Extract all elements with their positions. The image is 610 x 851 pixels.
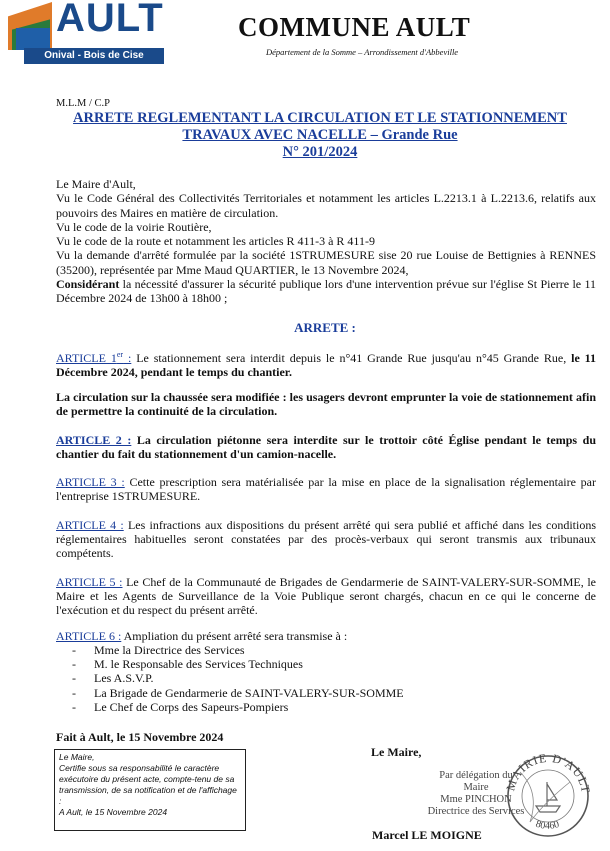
list-item: - Le Chef de Corps des Sapeurs-Pompiers — [72, 700, 432, 714]
article-5-label: ARTICLE 5 : — [56, 575, 123, 589]
preamble-line: Le Maire d'Ault, — [56, 177, 136, 191]
arrete-heading: ARRETE : — [294, 320, 356, 335]
preamble-line: Vu la demande d'arrêté formulée par la société 1STRUMESURE sise 20 rue Louise de Bettignies à RENNES (35200), représentée par Mme Maud QUARTIER, le 13 Novembre 2024, — [56, 248, 596, 277]
logo-tagline: Onival - Bois de Cise — [24, 48, 164, 64]
delegation-name: Mme PINCHON — [440, 794, 512, 805]
article-5 — [56, 575, 596, 618]
mairie-seal-icon — [500, 752, 596, 840]
list-item: - La Brigade de Gendarmerie de SAINT-VALERY-SUR-SOMME — [72, 686, 432, 700]
list-item: - Mme la Directrice des Services — [72, 643, 432, 657]
article-4-label: ARTICLE 4 : — [56, 518, 124, 532]
certification-box — [54, 749, 246, 831]
considerant-text: la nécessité d'assurer la sécurité publique lors d'une intervention prévue sur l'église St Pierre le 11 Décembre 2024 de 13h00 à 18h00 ; — [56, 277, 596, 306]
preamble-line: Vu le code de la voirie Routière, — [56, 219, 212, 234]
preamble — [56, 177, 596, 306]
list-item: - M. le Responsable des Services Techniques — [72, 657, 432, 671]
article-3 — [56, 475, 596, 503]
seal-top-text: MAIRIE D'AULT — [503, 752, 594, 795]
signer-name: Marcel LE MOIGNE — [372, 828, 482, 842]
article-5-text: Le Chef de la Communauté de Brigades de Gendarmerie de SAINT-VALERY-SUR-SOMME, le Maire et les Agents de Surveillance de la Voie Publique seront chargés, chacun en ce qui le concerne de l'exécution et du respect du présent arrêté. — [56, 575, 596, 618]
preamble-considerant — [56, 277, 596, 306]
article-6 — [56, 629, 596, 643]
preamble-line: Vu le Code Général des Collectivités Territoriales et notamment les articles L.2213.1 à L.2213.6, relatifs aux pouvoirs des Maires en matière de circulation. — [56, 191, 596, 220]
certification-line: Le Maire, — [59, 752, 95, 762]
article-3-label: ARTICLE 3 : — [56, 475, 125, 489]
article-1-bold: le 11 Décembre 2024, pendant le temps du chantier. — [56, 351, 596, 380]
certification-line: Certifie sous sa responsabilité le caractère exécutoire du présent acte, compte-tenu de sa transmission, de sa notification et de l'affichage : — [59, 763, 237, 806]
commune-title: COMMUNE AULT — [238, 12, 471, 42]
document-reference: M.L.M / C.P — [56, 98, 110, 109]
article-1 — [56, 348, 596, 379]
article-1-text: Le stationnement sera interdit depuis le n°41 Grande Rue jusqu'au n°45 Grande Rue, — [131, 351, 572, 365]
decree-number: N° 201/2024 — [282, 144, 358, 160]
article-1-para2: La circulation sur la chaussée sera modifiée : les usagers devront emprunter la voie de stationnement afin de permettre la continuité de la circulation. — [56, 390, 596, 419]
considerant-word: Considérant — [56, 277, 120, 292]
seal-bottom-text: 80460 — [534, 818, 561, 832]
recipients-list — [72, 643, 432, 714]
article-2-label: ARTICLE 2 : — [56, 433, 132, 447]
list-item: - Les A.S.V.P. — [72, 671, 432, 685]
article-3-text: Cette prescription sera matérialisée par la mise en place de la signalisation réglementaire par l'entreprise 1STRUMESURE. — [56, 475, 597, 504]
logo-wave-blue — [16, 28, 50, 50]
article-6-text: Ampliation du présent arrêté sera transmise à : — [121, 629, 348, 643]
decree-title-line1: ARRETE REGLEMENTANT LA CIRCULATION ET LE STATIONNEMENT — [73, 110, 567, 126]
delegation-role: Directrice des Services — [427, 806, 525, 817]
delegation-line: Par délégation du Maire — [439, 770, 513, 793]
fait-a-ault: Fait à Ault, le 15 Novembre 2024 — [56, 730, 224, 744]
svg-text:80460 — [534, 819, 560, 832]
preamble-line: Vu le code de la route et notamment les articles R 411-3 à R 411-9 — [56, 234, 375, 249]
article-4 — [56, 518, 596, 561]
article-2-text: La circulation piétonne sera interdite sur le trottoir côté Église pendant le temps du chantier du fait du stationnement d'un camion-nacelle. — [56, 433, 596, 462]
le-maire-label: Le Maire, — [371, 745, 422, 759]
logo-name: AULT — [56, 0, 164, 40]
article-6-label: ARTICLE 6 : — [56, 629, 122, 643]
article-1-label: ARTICLE 1er : — [56, 350, 132, 365]
svg-text:MAIRIE D'AULT — [503, 752, 593, 795]
decree-title-line2: TRAVAUX AVEC NACELLE – Grande Rue — [182, 127, 458, 143]
department-subtitle: Département de la Somme – Arrondissement d'Abbeville — [266, 47, 459, 57]
commune-logo — [8, 2, 166, 64]
article-2 — [56, 433, 596, 461]
certification-line: A Ault, le 15 Novembre 2024 — [59, 807, 168, 817]
article-4-text: Les infractions aux dispositions du présent arrêté qui sera publié et affiché dans les conditions réglementaires habituelles seront constatées par des procès-verbaux qui seront transmis aux tribunaux compétents. — [56, 518, 596, 561]
